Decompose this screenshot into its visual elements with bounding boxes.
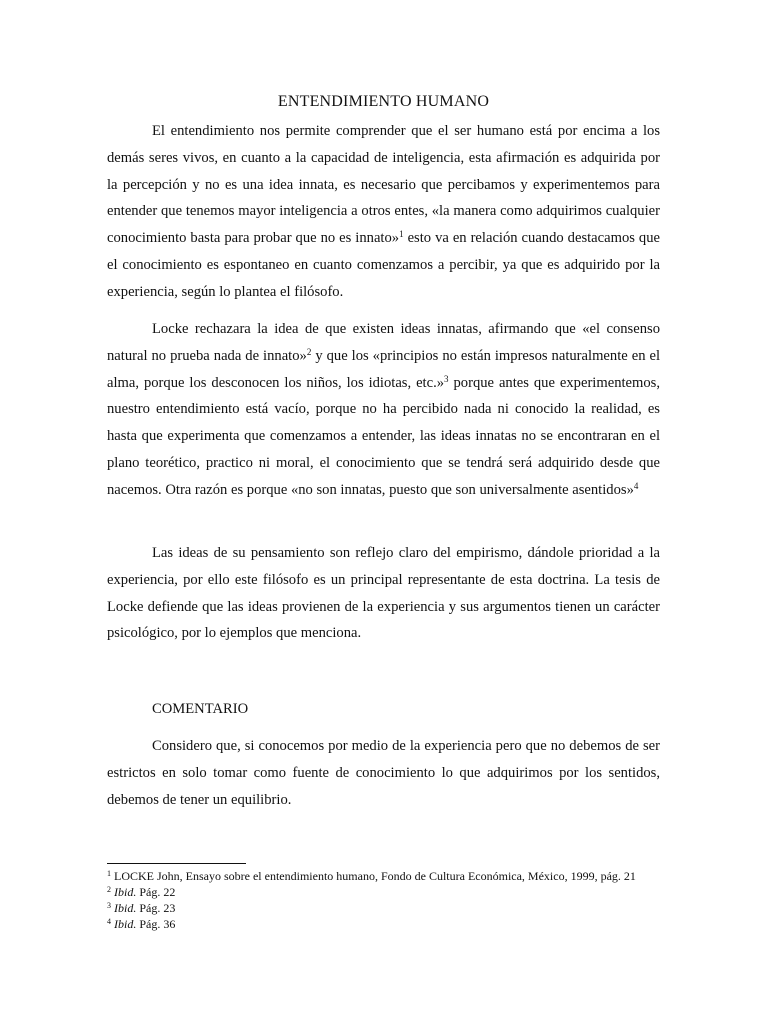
footnotes bbox=[107, 868, 667, 932]
comment-paragraph: Considero que, si conocemos por medio de la experiencia pero que no debemos de ser estrictos en solo tomar como fuente de conocimiento lo que adquirimos por los sentidos, debemos de tener un equilibrio. bbox=[107, 738, 660, 808]
paragraph-text: porque antes que experimentemos, nuestro entendimiento está vacío, porque no ha percibido nada ni conocido la realidad, es hasta que experimenta que comenzamos a entender, las ideas innatas no se encontraran en el plano teorético, practico ni moral, el conocimiento que se tendrá será adquirido desde que nacemos. Otra razón es porque «no son innatas, puesto que son universalmente asentidos» bbox=[107, 374, 660, 498]
footnote-text: LOCKE John, Ensayo sobre el entendimiento humano, Fondo de Cultura Económica, México, 1999, pág. 21 bbox=[111, 869, 636, 883]
footnote-ref-3: 3 bbox=[444, 373, 449, 384]
footnote-italic: Ibid. bbox=[111, 901, 137, 915]
footnote-ref-1: 1 bbox=[399, 229, 404, 240]
footnote-text: Pág. 22 bbox=[136, 885, 176, 899]
footnote-mark: 3 bbox=[107, 901, 111, 910]
footnote-1 bbox=[107, 868, 667, 884]
body-paragraph-2 bbox=[107, 316, 660, 504]
footnote-italic: Ibid. bbox=[111, 885, 137, 899]
footnote-italic: Ibid. bbox=[111, 917, 137, 931]
paragraph-text: El entendimiento nos permite comprender que el ser humano está por encima a los demás seres vivos, en cuanto a la capacidad de inteligencia, esta afirmación es adquirida por la percepción y no es una idea innata, es necesario que percibamos y experimentemos para entender que tenemos mayor inteligencia a otros entes, «la manera como adquirimos cualquier conocimiento basta para probar que no es innato» bbox=[107, 123, 660, 247]
footnote-ref-4: 4 bbox=[633, 480, 639, 491]
footnote-4 bbox=[107, 916, 667, 932]
footnote-mark: 4 bbox=[107, 917, 111, 926]
footnote-mark: 1 bbox=[107, 869, 111, 878]
paragraph-text: Las ideas de su pensamiento son reflejo claro del empirismo, dándole prioridad a la experiencia, por ello este filósofo es un principal representante de esta doctrina. La tesis de Locke defiende que las ideas provienen de la experiencia y sus argumentos tienen un carácter psicológico, por lo ejemplos que menciona. bbox=[107, 545, 660, 642]
document-title: ENTENDIMIENTO HUMANO bbox=[277, 93, 490, 110]
body-paragraph-3 bbox=[107, 540, 660, 647]
footnote-2 bbox=[107, 884, 667, 900]
paragraph-text: esto va en relación cuando destacamos que el conocimiento es espontaneo en cuanto comenzamos a percibir, ya que es adquirido por la experiencia, según lo plantea el filósofo. bbox=[107, 230, 660, 300]
body-paragraph-1 bbox=[107, 118, 660, 306]
footnote-text: Pág. 36 bbox=[136, 917, 176, 931]
paragraph-text: Locke rechazara la idea de que existen ideas innatas, afirmando que «el consenso natural no prueba nada de innato» bbox=[107, 321, 660, 364]
comment-heading: COMENTARIO bbox=[152, 701, 249, 717]
footnote-mark: 2 bbox=[107, 885, 111, 894]
footnote-text: Pág. 23 bbox=[136, 901, 176, 915]
footnote-separator bbox=[107, 863, 246, 864]
footnote-ref-2: 2 bbox=[306, 346, 312, 357]
paragraph-text: y que los «principios no están impresos naturalmente en el alma, porque los desconocen los niños, los idiotas, etc.» bbox=[107, 347, 661, 391]
footnote-3 bbox=[107, 900, 667, 916]
